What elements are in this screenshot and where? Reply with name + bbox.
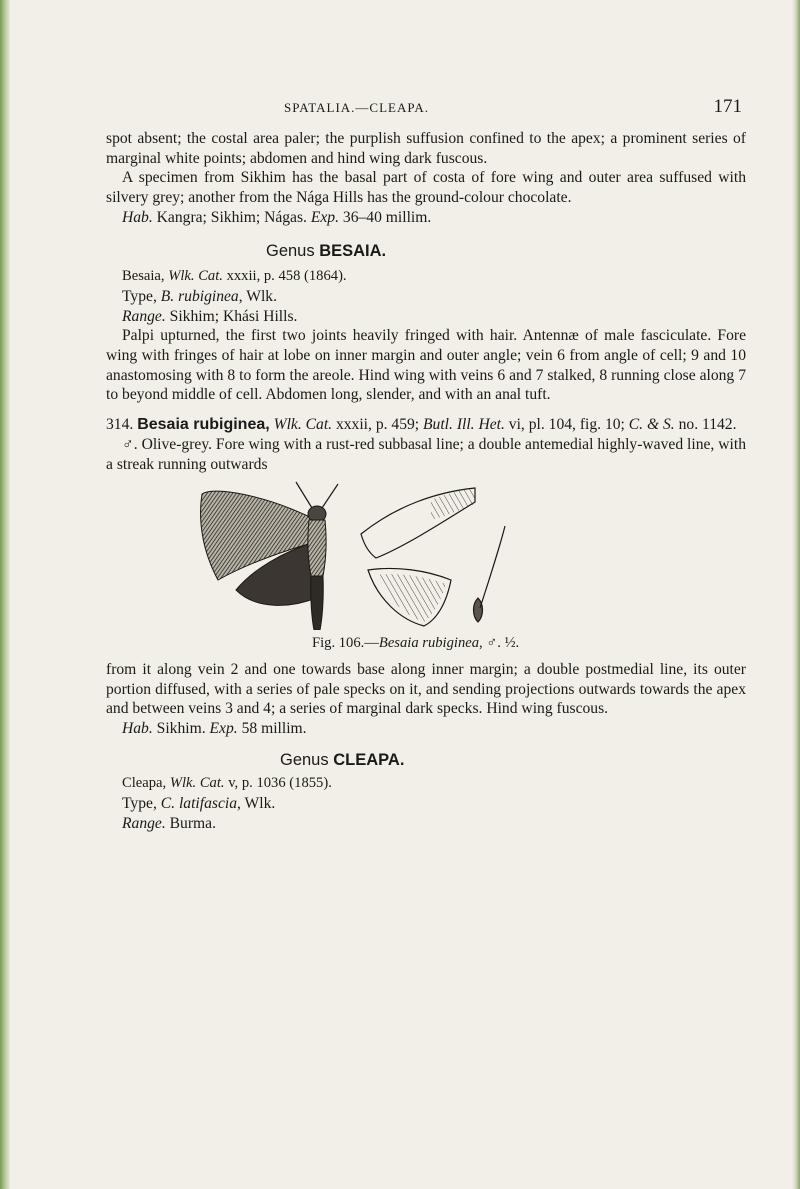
species-ref: xxxii, p. 459; — [332, 416, 424, 434]
besaia-type — [106, 287, 746, 307]
species-ref: Butl. Ill. Het. — [423, 416, 505, 434]
cleapa-reference — [106, 774, 746, 794]
type-rest: , Wlk. — [238, 287, 277, 305]
species-ref: Wlk. Cat. — [269, 416, 333, 434]
type-label: Type, — [122, 287, 161, 305]
species-number: 314. — [106, 416, 138, 434]
paragraph-specimen-notes: A specimen from Sikhim has the basal part of costa of fore wing and outer area suffused with silvery grey; another from the Nága Hills has the ground-colour chocolate. — [106, 169, 746, 207]
cleapa-range — [106, 814, 746, 834]
cleapa-type — [106, 794, 746, 814]
page-binding-edge-left — [0, 0, 10, 1189]
habitat-line-2 — [106, 719, 746, 739]
besaia-reference — [106, 267, 746, 287]
genus-ref-name: Besaia, — [122, 268, 169, 285]
genus-ref-author: Wlk. Cat. — [168, 268, 223, 285]
genus-word: Genus — [280, 750, 334, 769]
exp-text: 36–40 millim. — [339, 208, 432, 226]
type-species: B. rubiginea — [160, 287, 239, 305]
besaia-range — [106, 307, 746, 327]
moth-illustration — [106, 480, 746, 630]
type-rest: , Wlk. — [237, 795, 276, 813]
figure-rest: , ♂. ½. — [479, 635, 520, 652]
range-text: Sikhim; Khási Hills. — [165, 307, 298, 325]
running-title: SPATALIA.—CLEAPA. — [284, 100, 430, 115]
range-label: Range. — [122, 814, 166, 832]
species-ref: vi, pl. 104, fig. 10; — [504, 416, 629, 434]
hab-text: Kangra; Sikhim; Nágas. — [152, 208, 311, 226]
genus-ref-rest: xxxii, p. 458 (1864). — [222, 268, 347, 285]
body-text — [106, 129, 746, 834]
moth-antenna — [296, 482, 338, 508]
genus-ref-rest: v, p. 1036 (1855). — [224, 775, 332, 792]
genus-heading-cleapa — [106, 751, 746, 771]
moth-abdomen — [311, 576, 324, 630]
species-ref: no. 1142. — [674, 416, 737, 434]
genus-name: CLEAPA. — [333, 750, 405, 769]
genus-word: Genus — [266, 241, 320, 260]
species-314-heading — [106, 415, 746, 435]
genus-heading-besaia — [106, 242, 746, 262]
habitat-line-1 — [106, 208, 746, 228]
male-description-end: from it along vein 2 and one towards base along inner margin; a double postmedial line, its outer portion diffused, with a series of pale specks on it, and sending projections outwards towards the apex and between veins 3 and 4; a series of marginal dark specks. Hind wing fuscous. — [106, 660, 746, 718]
range-label: Range. — [122, 307, 166, 325]
paragraph-continuation: spot absent; the costal area paler; the purplish suffusion confined to the apex; a prominent series of marginal white points; abdomen and hind wing dark fuscous. — [106, 130, 746, 167]
genus-name: BESAIA. — [319, 241, 387, 260]
moth-leg-detail — [474, 526, 506, 622]
genus-ref-name: Cleapa, — [122, 775, 170, 792]
figure-106-moth — [106, 480, 746, 630]
exp-text: 58 millim. — [237, 720, 307, 738]
besaia-description: Palpi upturned, the first two joints heavily fringed with hair. Antennæ of male fasciculate. Fore wing with fringes of hair at lobe on inner margin and outer angle; vein 6 from angle of cell; 9 and 10 anastomosing with 8 to form the areole. Hind wing with veins 6 and 7 stalked, 8 running close along 7 to beyond middle of cell. Abdomen long, slender, and with an anal tuft. — [106, 327, 746, 404]
page-number: 171 — [713, 96, 742, 117]
exp-label: Exp. — [209, 720, 238, 738]
hab-text: Sikhim. — [152, 720, 210, 738]
running-head — [106, 96, 746, 120]
hab-label: Hab. — [122, 208, 153, 226]
genus-ref-author: Wlk. Cat. — [169, 775, 225, 792]
hab-label: Hab. — [122, 720, 153, 738]
figure-label: Fig. 106.— — [312, 635, 379, 652]
species-name: Besaia rubiginea, — [137, 416, 270, 434]
right-hindwing-hatch — [376, 574, 446, 622]
type-species: C. latifascia — [160, 795, 237, 813]
figure-caption — [106, 634, 746, 654]
exp-label: Exp. — [310, 208, 339, 226]
figure-species: Besaia rubiginea — [378, 635, 480, 652]
male-description-start: ♂. Olive-grey. Fore wing with a rust-red subbasal line; a double antemedial highly-waved line, with a streak running outwards — [106, 435, 746, 473]
page-binding-edge-right — [792, 0, 800, 1189]
range-text: Burma. — [165, 814, 216, 832]
type-label: Type, — [122, 795, 161, 813]
moth-thorax — [308, 520, 326, 576]
species-ref: C. & S. — [628, 416, 675, 434]
